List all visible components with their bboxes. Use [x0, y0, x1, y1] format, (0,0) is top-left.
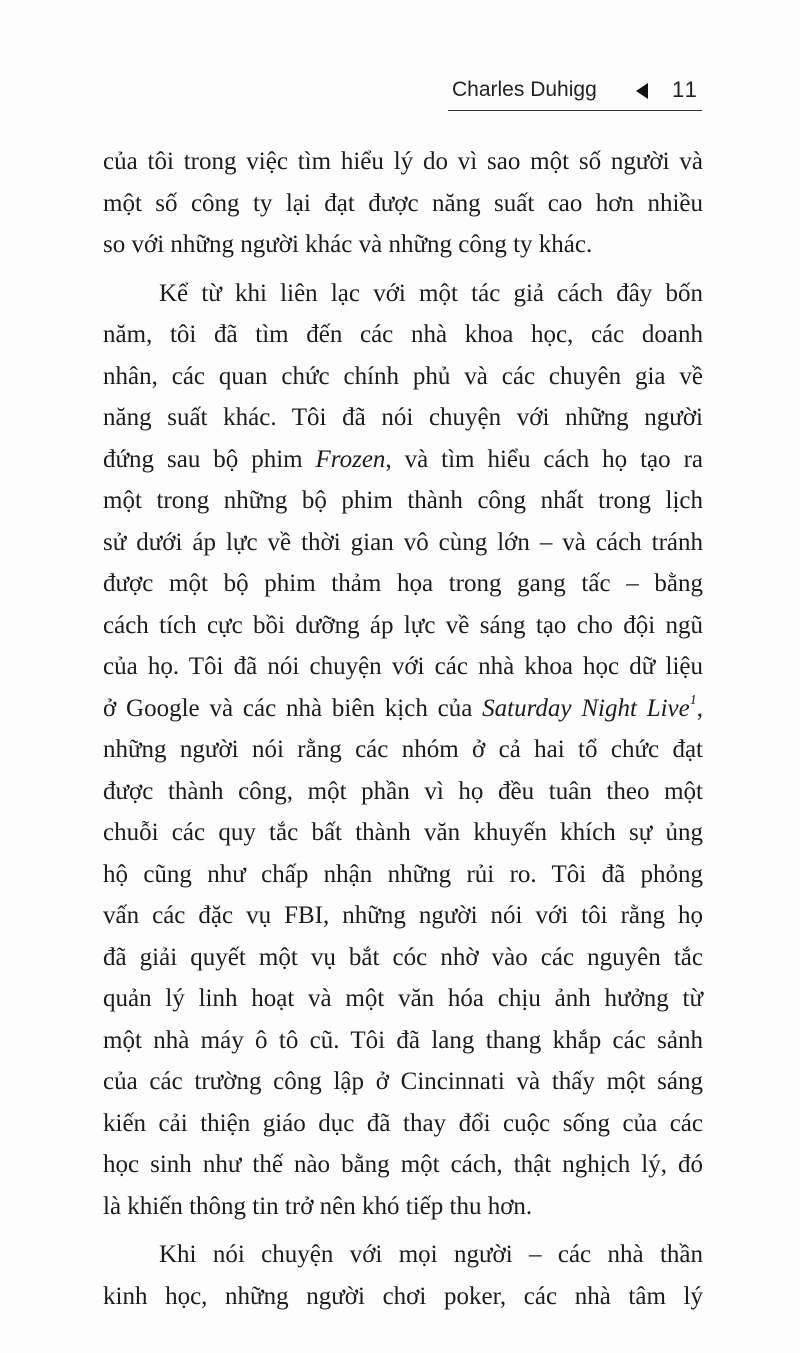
- text-line: một nhà máy ô tô cũ. Tôi đã lang thang khắp các sảnh: [103, 1026, 703, 1054]
- text-line: Khi nói chuyện với mọi người – các nhà thần: [159, 1241, 703, 1268]
- paragraph-3: [103, 1234, 703, 1317]
- text-line: cách tích cực bồi dưỡng áp lực về sáng tạo cho đội ngũ: [103, 611, 703, 639]
- text-line: một số công ty lại đạt được năng suất cao hơn nhiều: [103, 189, 703, 217]
- text-line: của các trường công lập ở Cincinnati và thấy một sáng: [103, 1068, 703, 1095]
- text-line: học sinh như thế nào bằng một cách, thật nghịch lý, đó: [103, 1151, 703, 1178]
- text-line: những người nói rằng các nhóm ở cả hai tổ chức đạt: [103, 736, 703, 763]
- text-line: vấn các đặc vụ FBI, những người nói với tôi rằng họ: [103, 902, 703, 929]
- running-header: [440, 76, 702, 110]
- text-line: [103, 439, 703, 481]
- paragraph-2: [103, 273, 703, 1228]
- text-line: quản lý linh hoạt và một văn hóa chịu ảnh hưởng từ: [103, 985, 703, 1012]
- text-line: Kể từ khi liên lạc với một tác giả cách đây bốn: [159, 279, 703, 307]
- text-line: chuỗi các quy tắc bất thành văn khuyến khích sự ủng: [103, 819, 703, 846]
- text-line: sử dưới áp lực về thời gian vô cùng lớn – và cách tránh: [103, 528, 703, 556]
- text-line: so với những người khác và những công ty khác.: [103, 231, 593, 258]
- text-line: năm, tôi đã tìm đến các nhà khoa học, các doanh: [103, 321, 703, 348]
- text-segment: ở Google và các nhà biên kịch của: [103, 694, 483, 722]
- text-line: kiến cải thiện giáo dục đã thay đổi cuộc sống của các: [103, 1109, 703, 1137]
- text-line: kinh học, những người chơi poker, các nhà tâm lý: [103, 1282, 703, 1310]
- text-line: năng suất khác. Tôi đã nói chuyện với những người: [103, 404, 703, 431]
- italic-title-snl: Saturday Night Live: [482, 694, 690, 722]
- text-line: [103, 688, 703, 730]
- text-segment: , và tìm hiểu cách họ tạo ra: [385, 445, 703, 473]
- text-line: của họ. Tôi đã nói chuyện với các nhà khoa học dữ liệu: [103, 653, 703, 680]
- footnote-marker: 1: [689, 693, 697, 709]
- page-number: 11: [672, 77, 699, 102]
- header-rule: [448, 110, 702, 111]
- text-line: là khiến thông tin trở nên khó tiếp thu hơn.: [103, 1192, 533, 1220]
- text-line: hộ cũng như chấp nhận những rủi ro. Tôi đã phỏng: [103, 860, 703, 888]
- paragraph-1: [103, 141, 703, 266]
- italic-title-frozen: Frozen: [315, 445, 386, 473]
- text-line: một trong những bộ phim thành công nhất trong lịch: [103, 487, 703, 514]
- text-line: nhân, các quan chức chính phủ và các chuyên gia về: [103, 362, 703, 390]
- text-line: được một bộ phim thảm họa trong gang tấc – bằng: [103, 570, 703, 597]
- author-name: Charles Duhigg: [452, 78, 597, 101]
- body-text: [103, 141, 703, 1317]
- text-segment: ,: [696, 694, 704, 722]
- left-triangle-icon: [636, 83, 648, 99]
- text-line: được thành công, một phần vì họ đều tuân theo một: [103, 777, 703, 805]
- text-segment: đứng sau bộ phim: [103, 445, 316, 473]
- text-line: đã giải quyết một vụ bắt cóc nhờ vào các nguyên tắc: [103, 943, 703, 971]
- text-line: của tôi trong việc tìm hiểu lý do vì sao một số người và: [103, 148, 703, 175]
